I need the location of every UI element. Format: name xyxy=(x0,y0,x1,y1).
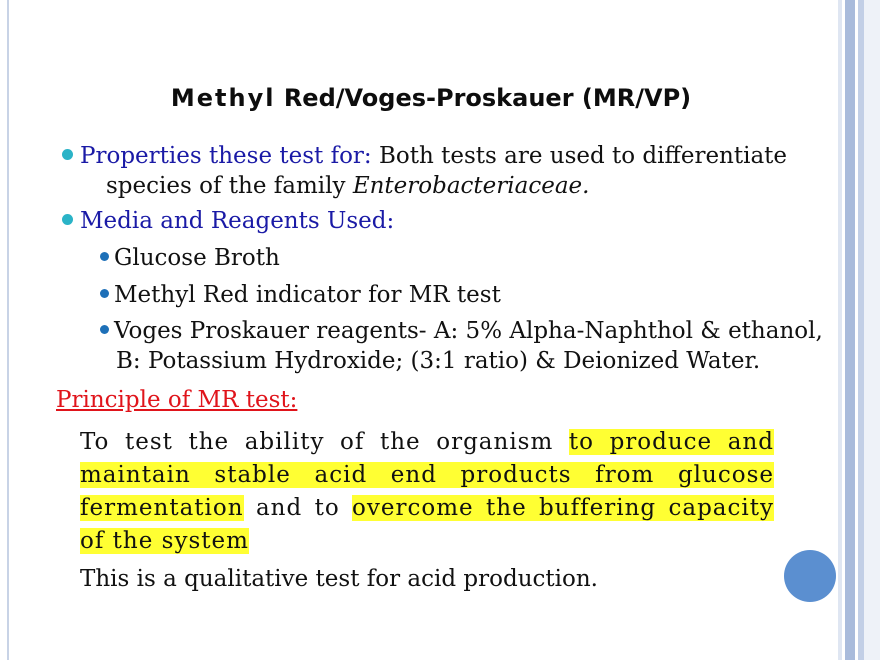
sub-bullet-item: Voges Proskauer reagents- A: 5% Alpha-Naphthol & ethanol, xyxy=(114,318,823,344)
slide-title xyxy=(0,84,862,112)
italic-family-name: Enterobacteriaceae. xyxy=(352,173,590,199)
bullet-text: Both tests are used to differentiate xyxy=(371,143,788,169)
sub-bullet-dot-icon xyxy=(100,289,109,298)
bullet-properties xyxy=(80,141,787,171)
accent-circle xyxy=(784,550,836,602)
sub-bullet-item: Glucose Broth xyxy=(114,245,280,271)
bullet-properties-line2 xyxy=(106,171,589,201)
principle-paragraph xyxy=(80,426,774,558)
sub-bullet-item-line2: B: Potassium Hydroxide; (3:1 ratio) & Deionized Water. xyxy=(116,348,761,374)
paragraph-text: To test the ability of the organism xyxy=(80,429,569,455)
bullet-dot-icon xyxy=(62,214,73,225)
sub-bullet-item: Methyl Red indicator for MR test xyxy=(114,282,501,308)
bullet-text: species of the family xyxy=(106,173,353,199)
slide-title-part1: Methyl xyxy=(170,84,276,112)
bullet-dot-icon xyxy=(62,149,73,160)
qualitative-note: This is a qualitative test for acid production. xyxy=(80,566,598,592)
sub-bullet-dot-icon xyxy=(100,325,109,334)
highlighted-text: overcome the buffering capacity of the system xyxy=(80,495,774,554)
principle-heading: Principle of MR test: xyxy=(56,387,298,413)
highlighted-text: to produce and maintain stable acid end products from glucose fermentation xyxy=(80,429,774,521)
paragraph-text: and to xyxy=(243,495,353,521)
slide-title-part2: Red/Voges-Proskauer (MR/VP) xyxy=(275,84,692,112)
bullet-label: Properties these test for: xyxy=(80,143,372,169)
sub-bullet-dot-icon xyxy=(100,252,109,261)
bullet-media-label: Media and Reagents Used: xyxy=(80,208,395,234)
